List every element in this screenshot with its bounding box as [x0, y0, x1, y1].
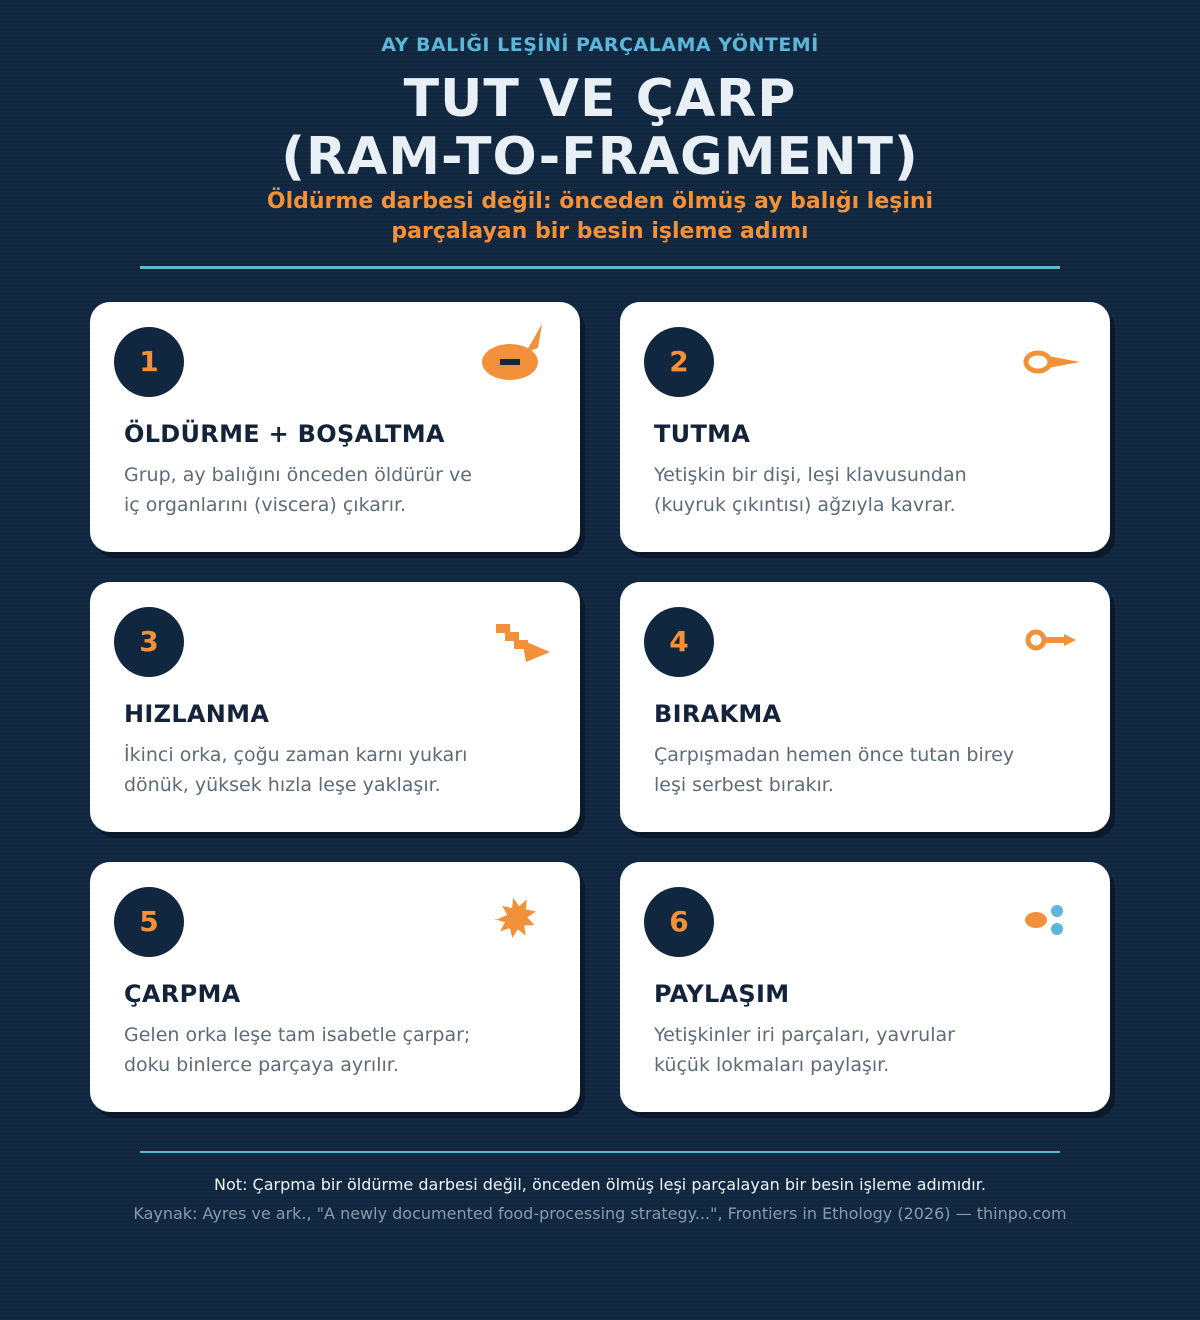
step-number-badge: 2 [644, 327, 714, 397]
title-line-2: (RAM-TO-FRAGMENT) [281, 127, 919, 187]
footer-source: Kaynak: Ayres ve ark., "A newly documented food-processing strategy...", Frontiers in Ethology (2026) — thinpo.com [133, 1204, 1067, 1223]
step-description: Grup, ay balığını önceden öldürür ve iç organlarını (viscera) çıkarır. [124, 464, 472, 516]
sharing-icon [1010, 884, 1080, 954]
header-kicker: AY BALIĞI LEŞİNİ PARÇALAMA YÖNTEMİ [381, 34, 819, 56]
step-description: Yetişkinler iri parçaları, yavrular küçük lokmaları paylaşır. [654, 1024, 955, 1076]
header-divider [140, 266, 1060, 269]
step-card-3 [90, 582, 580, 832]
impact-burst-icon [480, 884, 550, 954]
step-card-4 [620, 582, 1110, 832]
step-number-badge: 4 [644, 607, 714, 677]
step-description: Yetişkin bir dişi, leşi klavusundan (kuyruk çıkıntısı) ağzıyla kavrar. [654, 464, 967, 516]
step-card-2 [620, 302, 1110, 552]
page-title [0, 70, 1200, 186]
step-title: ÖLDÜRME + BOŞALTMA [124, 420, 445, 448]
step-number-badge: 3 [114, 607, 184, 677]
step-description: Gelen orka leşe tam isabetle çarpar; doku binlerce parçaya ayrılır. [124, 1024, 471, 1076]
step-title: ÇARPMA [124, 980, 241, 1008]
step-card-5 [90, 862, 580, 1112]
release-icon [1010, 604, 1080, 674]
step-description: Çarpışmadan hemen önce tutan birey leşi serbest bırakır. [654, 744, 1015, 796]
step-card-1 [90, 302, 580, 552]
step-number-badge: 6 [644, 887, 714, 957]
subtitle-line-2: parçalayan bir besin işleme adımı [391, 219, 809, 244]
step-title: BIRAKMA [654, 700, 782, 728]
subtitle-line-1: Öldürme darbesi değil: önceden ölmüş ay balığı leşini [266, 189, 934, 214]
page-subtitle [0, 187, 1200, 247]
step-title: PAYLAŞIM [654, 980, 790, 1008]
acceleration-icon [480, 604, 550, 674]
step-number-badge: 5 [114, 887, 184, 957]
footer-divider [140, 1151, 1060, 1153]
step-title: TUTMA [654, 420, 751, 448]
title-line-1: TUT VE ÇARP [403, 69, 797, 129]
step-number-badge: 1 [114, 327, 184, 397]
step-description: İkinci orka, çoğu zaman karnı yukarı dönük, yüksek hızla leşe yaklaşır. [124, 744, 468, 796]
step-title: HIZLANMA [124, 700, 270, 728]
step-card-6 [620, 862, 1110, 1112]
footer-note: Not: Çarpma bir öldürme darbesi değil, önceden ölmüş leşi parçalayan bir besin işleme adımıdır. [214, 1175, 986, 1194]
sunfish-carcass-icon [480, 324, 550, 394]
grip-icon [1010, 324, 1080, 394]
